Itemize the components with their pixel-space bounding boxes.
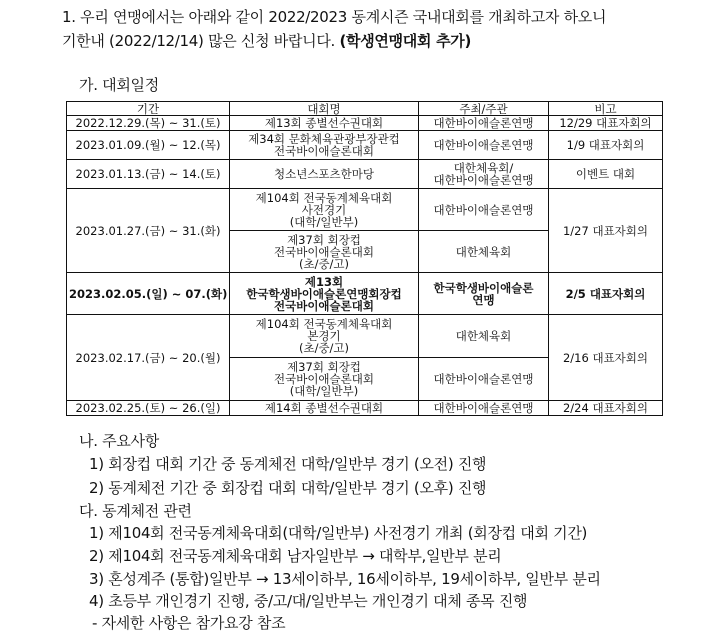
- cell-line: 대한체육회/: [453, 161, 514, 175]
- cell-line: 사전경기: [301, 202, 347, 217]
- cell-period: 2023.01.09.(월) ~ 12.(목): [67, 131, 230, 160]
- cell-host: [419, 160, 549, 189]
- cell-period: 2023.01.27.(금) ~ 31.(화): [67, 189, 230, 273]
- table-row: [67, 189, 663, 231]
- cell-host: [419, 116, 549, 131]
- schedule-table: [66, 101, 663, 416]
- cell-host: [419, 231, 549, 273]
- cell-line: 전국바이애슬론대회: [274, 298, 374, 313]
- section-na-item-2: 2) 동계체전 기간 중 회장컵 대회 대학/일반부 경기 (오후) 진행: [89, 479, 487, 497]
- cell-line: 전국바이애슬론대회: [274, 372, 374, 386]
- cell-line: 대한바이애슬론연맹: [433, 372, 534, 386]
- header-note: 비고: [549, 102, 663, 116]
- cell-line: 제37회 회장컵: [287, 360, 361, 374]
- cell-note: 2/24 대표자회의: [549, 401, 663, 416]
- cell-line: 제13회 종별선수권대회: [264, 116, 384, 130]
- table-row: [67, 116, 663, 131]
- cell-line: 전국바이애슬론대회: [274, 244, 374, 259]
- header-period: 기간: [67, 102, 230, 116]
- cell-line: 연맹: [472, 292, 495, 307]
- section-ga-title: 가. 대회일정: [79, 76, 159, 94]
- cell-line: 대한바이애슬론연맹: [433, 116, 534, 130]
- cell-host: [419, 358, 549, 401]
- cell-period: 2023.02.17.(금) ~ 20.(월): [67, 315, 230, 401]
- cell-name: [230, 231, 419, 273]
- section-na-item-1: 1) 회장컵 대회 기간 중 동계체전 대학/일반부 경기 (오전) 진행: [89, 455, 487, 473]
- table-row: [67, 160, 663, 189]
- intro-line-1: 1. 우리 연맹에서는 아래와 같이 2022/2023 동계시즌 국내대회를 개최하고자 하오니: [62, 8, 607, 26]
- cell-line: (대학/일반부): [289, 384, 359, 398]
- cell-period: 2023.02.05.(일) ~ 07.(화): [67, 273, 230, 315]
- cell-host: [419, 315, 549, 358]
- section-da-item-3: 3) 혼성계주 (통합)일반부 → 13세이하부, 16세이하부, 19세이하부, 일반부 분리: [89, 570, 601, 588]
- cell-note: 2/5 대표자회의: [549, 273, 663, 315]
- cell-line: 제14회 종별선수권대회: [264, 401, 384, 415]
- cell-note: 2/16 대표자회의: [549, 315, 663, 401]
- section-da-item-1: 1) 제104회 전국동계체육대회(대학/일반부) 사전경기 개최 (회장컵 대회 기간): [89, 524, 588, 542]
- cell-line: 제13회: [304, 274, 344, 289]
- intro-line-2-text: 기한내 (2022/12/14) 많은 신청 바랍니다.: [62, 32, 340, 50]
- table-row-highlighted: [67, 273, 663, 315]
- cell-period: 2022.12.29.(목) ~ 31.(토): [67, 116, 230, 131]
- cell-name: [230, 116, 419, 131]
- intro-added-note: (학생연맹대회 추가): [339, 32, 472, 50]
- cell-line: 대한체육회: [455, 329, 512, 343]
- cell-host: [419, 131, 549, 160]
- cell-line: 제104회 전국동계체육대회: [255, 190, 393, 205]
- cell-name: [230, 401, 419, 416]
- cell-note: 1/27 대표자회의: [549, 189, 663, 273]
- cell-line: (대학/일반부): [289, 214, 359, 229]
- table-row: [67, 131, 663, 160]
- cell-note: 1/9 대표자회의: [549, 131, 663, 160]
- cell-period: 2023.02.25.(토) ~ 26.(일): [67, 401, 230, 416]
- cell-period: 2023.01.13.(금) ~ 14.(토): [67, 160, 230, 189]
- cell-name: [230, 273, 419, 315]
- cell-name: [230, 315, 419, 358]
- cell-name: [230, 189, 419, 231]
- cell-note: 이벤트 대회: [549, 160, 663, 189]
- section-da-note: - 자세한 사항은 참가요강 참조: [92, 614, 286, 632]
- cell-line: 대한바이애슬론연맹: [433, 202, 534, 217]
- cell-host: [419, 189, 549, 231]
- cell-line: 제37회 회장컵: [287, 232, 361, 247]
- header-host: 주최/주관: [419, 102, 549, 116]
- table-header-row: [67, 102, 663, 116]
- intro-line-2: [62, 30, 471, 51]
- cell-line: 한국학생바이애슬론연맹회장컵: [246, 286, 402, 301]
- section-da-title: 다. 동계체전 관련: [79, 502, 192, 520]
- cell-name: [230, 358, 419, 401]
- table-row: [67, 315, 663, 358]
- section-na-title: 나. 주요사항: [79, 432, 159, 450]
- cell-line: (초/중/고): [298, 256, 350, 271]
- cell-line: 대한바이애슬론연맹: [433, 173, 534, 187]
- cell-line: 대한바이애슬론연맹: [433, 138, 534, 152]
- cell-line: 제34회 문화체육관광부장관컵: [248, 132, 400, 146]
- cell-host: [419, 273, 549, 315]
- cell-name: [230, 131, 419, 160]
- cell-line: 제104회 전국동계체육대회: [255, 317, 393, 331]
- cell-line: 전국바이애슬론대회: [274, 144, 374, 158]
- section-da-item-2: 2) 제104회 전국동계체육대회 남자일반부 → 대학부,일반부 분리: [89, 547, 502, 565]
- cell-host: [419, 401, 549, 416]
- header-name: 대회명: [230, 102, 419, 116]
- section-da-item-4: 4) 초등부 개인경기 진행, 중/고/대/일반부는 개인경기 대체 종목 진행: [89, 592, 528, 610]
- cell-line: 대한바이애슬론연맹: [433, 401, 534, 415]
- cell-line: 본경기: [307, 329, 341, 343]
- cell-line: 한국학생바이애슬론: [433, 280, 534, 295]
- cell-note: 12/29 대표자회의: [549, 116, 663, 131]
- cell-name: [230, 160, 419, 189]
- cell-line: 청소년스포츠한마당: [274, 167, 374, 181]
- table-row: [67, 401, 663, 416]
- cell-line: (초/중/고): [298, 341, 350, 355]
- cell-line: 대한체육회: [455, 244, 512, 259]
